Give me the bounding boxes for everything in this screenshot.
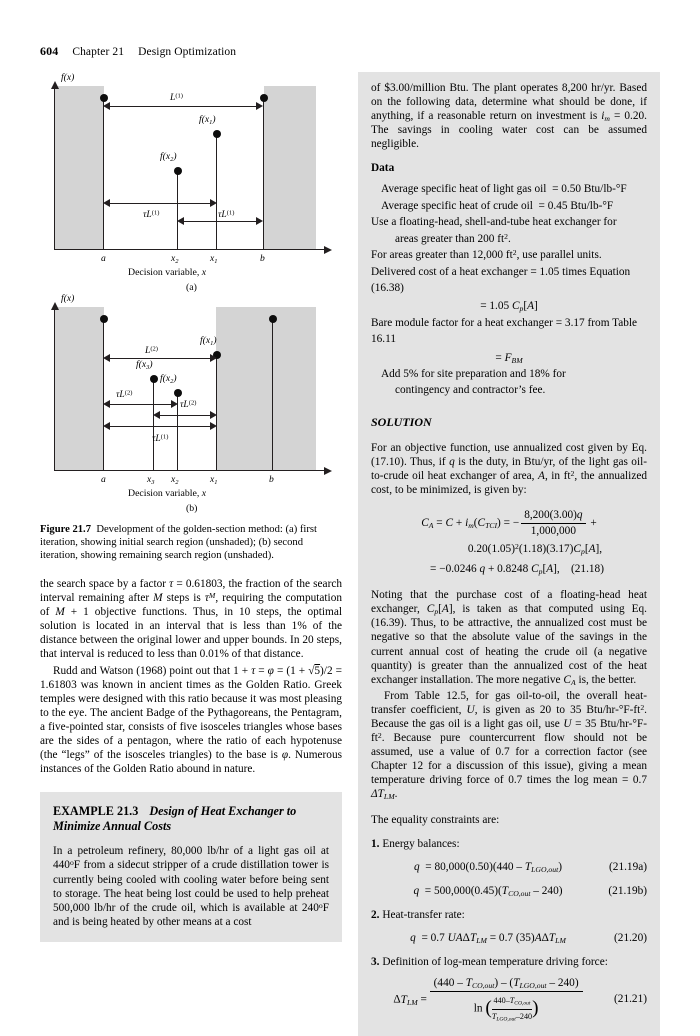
y-axis-label-a: f(x) bbox=[61, 72, 75, 83]
example-paragraph: In a petroleum refinery, 80,000 lb/hr of a light gas oil at 440$^o$F from a sidecut stripper of a crude distillation tower is currently being cooled with cooling water before being sent to storage. The heat being lost could be used to help preheat 500,000 lb/hr of the crude oil, which is available at 240$^o$F and is being heated by other means at a cost bbox=[53, 845, 329, 928]
span-tauL2-right-line bbox=[157, 415, 213, 416]
data-item-contingency: contingency and contractor’s fee. bbox=[395, 384, 546, 397]
label-fx2-b: $f(x_2)$ bbox=[160, 373, 177, 385]
point-x2-b bbox=[174, 389, 182, 397]
tick-x2-b: $x_2$ bbox=[171, 474, 179, 486]
panel-letter-a: (a) bbox=[186, 282, 197, 293]
span-L2-arrow-right bbox=[210, 354, 217, 362]
stem-x2 bbox=[177, 171, 178, 249]
figure-number: Figure 21.7 bbox=[40, 524, 92, 535]
page-number: 604 bbox=[40, 44, 59, 58]
solution-paragraph-1: For an objective function, use annualized cost given by Eq. (17.10). Thus, if q is the duty, in Btu/yr, of the light gas oil-to-crude oil heat exchanger of area, A, in $ft^2$, the annualized cost, to be minimized, is given by: bbox=[371, 441, 647, 497]
x-axis-b bbox=[54, 470, 326, 471]
point-a-b bbox=[100, 315, 108, 323]
span-tauL1-right-arrow-right bbox=[256, 217, 263, 225]
tick-a: a bbox=[101, 253, 106, 264]
point-a bbox=[100, 94, 108, 102]
span-tauL1-left-arrow-right bbox=[210, 199, 217, 207]
data-item-cp-lgo: Average specific heat of light gas oil = 0.50 Btu/lb-°F bbox=[381, 183, 627, 196]
right-column bbox=[358, 72, 660, 1036]
label-fx1-b: $f(x_1)$ bbox=[200, 335, 217, 347]
span-tauL2-left-line bbox=[107, 404, 174, 405]
solution-paragraph-2: Noting that the purchase cost of a floating-head heat exchanger, $C_p[A]$, is taken as that computed using Eq. (16.39). Thus, to be attractive, the annualized cost must be negative so that the absolute value of the savings in the current annual cost of heating the crude oil (a negative quantity) is greater than the annualized cost of the heat exchanger installation. The more negative $C_A$ is, the better. bbox=[371, 589, 648, 687]
span-tauL1b-arrow-left bbox=[103, 422, 110, 430]
data-item-site-prep: Add 5% for site preparation and 18% for bbox=[381, 367, 566, 380]
data-item-bare-module-eq: = $F_{BM}$ bbox=[495, 351, 523, 365]
x-axis-arrow-b bbox=[324, 467, 332, 475]
equation-21-19a-number: (21.19a) bbox=[609, 860, 647, 873]
span-L1-arrow-right bbox=[256, 102, 263, 110]
equation-21-20-body: q = 0.7 $UA\Delta T_{LM} = 0.7$ $(35)A\Delta T_{LM}$ bbox=[410, 932, 566, 946]
left-column bbox=[40, 72, 342, 942]
equation-21-21-denominator: ln ( $\frac{440-T_{CO,out}}{T_{LGO,out}-240}$ ) bbox=[430, 991, 583, 1023]
equation-21-19b-number: (21.19b) bbox=[608, 884, 647, 897]
span-tauL1-right-arrow-left bbox=[177, 217, 184, 225]
panel-letter-b: (b) bbox=[186, 503, 198, 514]
equation-21-18-number: (21.18) bbox=[571, 563, 604, 576]
data-item-cp-crude: Average specific heat of crude oil = 0.45 Btu/lb-°F bbox=[381, 199, 614, 212]
equation-21-20-number: (21.20) bbox=[614, 932, 647, 945]
span-label-L1: $L^{(1)}$ bbox=[170, 92, 183, 103]
span-label-tauL1-left: $\tau L^{(1)}$ bbox=[143, 209, 160, 220]
y-axis-arrow-b bbox=[51, 302, 59, 310]
data-item-delivered-cost: Delivered cost of a heat exchanger = 1.05 times Equation (16.38) bbox=[371, 265, 631, 294]
stem-x3-b bbox=[153, 379, 154, 470]
figure-panel-a bbox=[40, 72, 342, 293]
constraint-2-number: 2. bbox=[371, 908, 380, 921]
point-b bbox=[260, 94, 268, 102]
equation-21-19b-body: $q = 500,000(0.45)(T_{CO,out} - 240)$ bbox=[413, 884, 563, 898]
data-item-exchanger-type: Use a floating-head, shell-and-tube heat exchanger for bbox=[371, 216, 617, 229]
span-tauL1b-line bbox=[107, 426, 213, 427]
label-fx2-a: $f(x_2)$ bbox=[160, 151, 177, 163]
constraint-1 bbox=[371, 837, 647, 899]
equation-21-20 bbox=[371, 931, 647, 946]
tick-b-b: b bbox=[269, 474, 274, 485]
x-axis-label-b: Decision variable, x bbox=[128, 488, 207, 499]
tick-b: b bbox=[260, 253, 265, 264]
label-fx1-a: $f(x_1)$ bbox=[199, 114, 216, 126]
span-L1-arrow-left bbox=[103, 102, 110, 110]
stem-a-b bbox=[103, 319, 104, 470]
span-L2-arrow-left bbox=[103, 354, 110, 362]
constraint-1-label: Energy balances: bbox=[382, 837, 460, 850]
span-tauL2-left-arrow-right bbox=[171, 400, 178, 408]
data-list bbox=[371, 181, 647, 398]
span-label-tauL1-b: $\tau L^{(1)}$ bbox=[152, 433, 169, 444]
stem-x1 bbox=[216, 134, 217, 249]
constraint-3-label: Definition of log-mean temperature driving force: bbox=[382, 956, 608, 969]
span-label-tauL2-left: $\tau L^{(2)}$ bbox=[116, 389, 133, 400]
equation-21-21-numerator: $(440 - T_{CO,out}) - (T_{LGO,out} - 240)$ bbox=[433, 977, 579, 991]
tick-x1: $x_1$ bbox=[210, 253, 218, 265]
y-axis-b bbox=[54, 307, 55, 471]
constraint-1-number: 1. bbox=[371, 837, 380, 850]
tick-x3-b: $x_3$ bbox=[147, 474, 155, 486]
example-box bbox=[40, 792, 342, 942]
chapter-label: Chapter 21 bbox=[72, 46, 125, 58]
constraint-3-number: 3. bbox=[371, 956, 380, 969]
equation-21-21-fraction bbox=[430, 976, 583, 1024]
span-tauL2-right-arrow-left bbox=[153, 411, 160, 419]
point-x2 bbox=[174, 167, 182, 175]
equation-21-21 bbox=[371, 976, 647, 1024]
x-axis-label-a: Decision variable, x bbox=[128, 267, 207, 278]
solution-heading: SOLUTION bbox=[371, 414, 432, 429]
constraint-2-label: Heat-transfer rate: bbox=[382, 908, 465, 921]
solution-paragraph-3: From Table 12.5, for gas oil-to-oil, the overall heat-transfer coefficient, U, is given as 20 to 35 Btu/$hr-^\circ F-ft^2$. Because the gas oil is a light gas oil, use U = 35 Btu/$hr-^\circ F-ft^2$. Because pure countercurrent flow should not be assumed, use a value of 0.7 for a correction factor (see Chapter 12 for a discussion of this issue), giving a mean temperature driving force of 0.7 times the log mean = 0.7 $\Delta T_{LM}$. bbox=[371, 689, 647, 802]
figure-caption bbox=[40, 523, 342, 562]
tick-a-b: a bbox=[101, 474, 106, 485]
figure-caption-text: Development of the golden-section method: (a) first iteration, showing initial search region (unshaded); (b) second iteration, showing remaining search region (unshaded). bbox=[40, 524, 317, 561]
equation-21-19a bbox=[371, 860, 647, 875]
y-axis-a bbox=[54, 86, 55, 250]
data-item-delivered-cost-eq: = 1.05 $C_p[A]$ bbox=[480, 300, 538, 314]
y-axis-arrow-a bbox=[51, 81, 59, 89]
tick-x2: $x_2$ bbox=[171, 253, 179, 265]
equation-21-19a-body: $q = 80,000(0.50)(440 - T_{LGO,out})$ bbox=[413, 860, 562, 874]
stem-b-b bbox=[272, 319, 273, 470]
constraints-intro: The equality constraints are: bbox=[371, 813, 500, 826]
tick-x1-b: $x_1$ bbox=[210, 474, 218, 486]
constraint-3 bbox=[371, 955, 647, 1024]
equation-21-18-line-3: = −0.0246 q + 0.8248 $C_p[A]$, (21.18) bbox=[430, 563, 604, 577]
span-label-tauL1-right: $\tau L^{(1)}$ bbox=[218, 209, 235, 220]
span-L1-line bbox=[107, 106, 259, 107]
y-axis-label-b: f(x) bbox=[61, 293, 75, 304]
equation-21-18-line-2: $0.20(1.05)^2(1.18)(3.17)C_p[A]$, bbox=[467, 541, 603, 557]
span-label-L2: $L^{(2)}$ bbox=[145, 345, 158, 356]
example-label: EXAMPLE 21.3 bbox=[53, 804, 139, 819]
shade-left-a bbox=[54, 86, 104, 250]
span-tauL1-right-line bbox=[181, 221, 259, 222]
data-item-area-200: areas greater than 200 $ft^2$. bbox=[395, 231, 511, 245]
example-heading bbox=[53, 804, 329, 834]
paragraph-continued: of $3.00/million Btu. The plant operates 8,200 hr/yr. Based on the following data, determine what should be done, if anything, if a reasonable return on investment is $i_m = 0.20$. The savings in cooling water cost can be assumed negligible. bbox=[371, 82, 647, 151]
shade-right-a bbox=[264, 86, 316, 250]
span-tauL1-left-arrow-left bbox=[103, 199, 110, 207]
label-fx3-b: $f(x_3)$ bbox=[136, 359, 153, 371]
stem-a bbox=[103, 98, 104, 249]
span-tauL2-left-arrow-left bbox=[103, 400, 110, 408]
point-b-b bbox=[269, 315, 277, 323]
example-continuation bbox=[358, 72, 660, 1036]
running-head bbox=[40, 44, 236, 59]
equation-21-21-body: $\Delta T_{LM}$ = $(440 - T_{CO,out}) - (T_{LGO,out} - 240)$ ln ( $\frac{440-T_{CO,out}}{T_{LGO,out}-240}$ ) bbox=[371, 976, 647, 1024]
span-tauL1-left-line bbox=[107, 203, 213, 204]
constraints-list bbox=[371, 837, 647, 1024]
paragraph-golden-ratio: Rudd and Watson (1968) point out that 1 + τ = φ = (1 + √5)/2 = 1.61803 was known in ancient times as the Golden Ratio. Greek temples were designed with this ratio because it was most pleasing to the eye. The ancient Badge of the Pythagoreans, the Pentagram, a five-pointed star, consists of five isosceles triangles whose bases are the sides of a pentagon, where the ratio of each hypotenuse (the “legs” of the isosceles triangles) to the base is φ. Numerous instances of the Golden Ratio abound in nature. bbox=[40, 664, 342, 776]
span-L2-line bbox=[107, 358, 213, 359]
data-item-bare-module: Bare module factor for a heat exchanger = 3.17 from Table 16.11 bbox=[371, 316, 638, 346]
figure-21-7 bbox=[40, 72, 342, 562]
point-x3-b bbox=[150, 375, 158, 383]
paragraph-golden-section: the search space by a factor τ = 0.61803, the fraction of the search interval remaining after M steps is $\tau^M$, requiring the computation of M + 1 objective functions. Thus, in 10 steps, the optimal solution is located in an interval that is less than 1% of the distance between the original lower and upper bounds. In 20 steps, that interval is reduced to less than 0.01% of that distance. bbox=[40, 578, 342, 661]
chapter-title: Design Optimization bbox=[138, 46, 237, 58]
shade-left-b bbox=[54, 307, 104, 471]
figure-panel-b bbox=[40, 293, 342, 515]
shade-right-b bbox=[216, 307, 316, 471]
span-label-tauL2-right: $\tau L^{(2)}$ bbox=[180, 399, 197, 410]
equation-21-19b bbox=[371, 884, 647, 899]
constraint-2 bbox=[371, 908, 647, 946]
x-axis-arrow-a bbox=[324, 246, 332, 254]
example-title: Design of Heat Exchanger to Minimize Annual Costs bbox=[53, 804, 297, 834]
data-heading: Data bbox=[371, 162, 395, 175]
span-tauL2-right-arrow-right bbox=[210, 411, 217, 419]
equation-21-18-line-1: $C_A = C + i_m(C_{TCI})$ = − $\frac{8,200(3.00)q}{1,000,000}$ + bbox=[421, 509, 597, 538]
stem-b bbox=[263, 98, 264, 249]
x-axis-a bbox=[54, 249, 326, 250]
span-tauL1b-arrow-right bbox=[210, 422, 217, 430]
equation-21-21-number: (21.21) bbox=[614, 993, 647, 1006]
data-item-area-12000: For areas greater than 12,000 $ft^2$, use parallel units. bbox=[371, 247, 602, 262]
point-x1 bbox=[213, 130, 221, 138]
